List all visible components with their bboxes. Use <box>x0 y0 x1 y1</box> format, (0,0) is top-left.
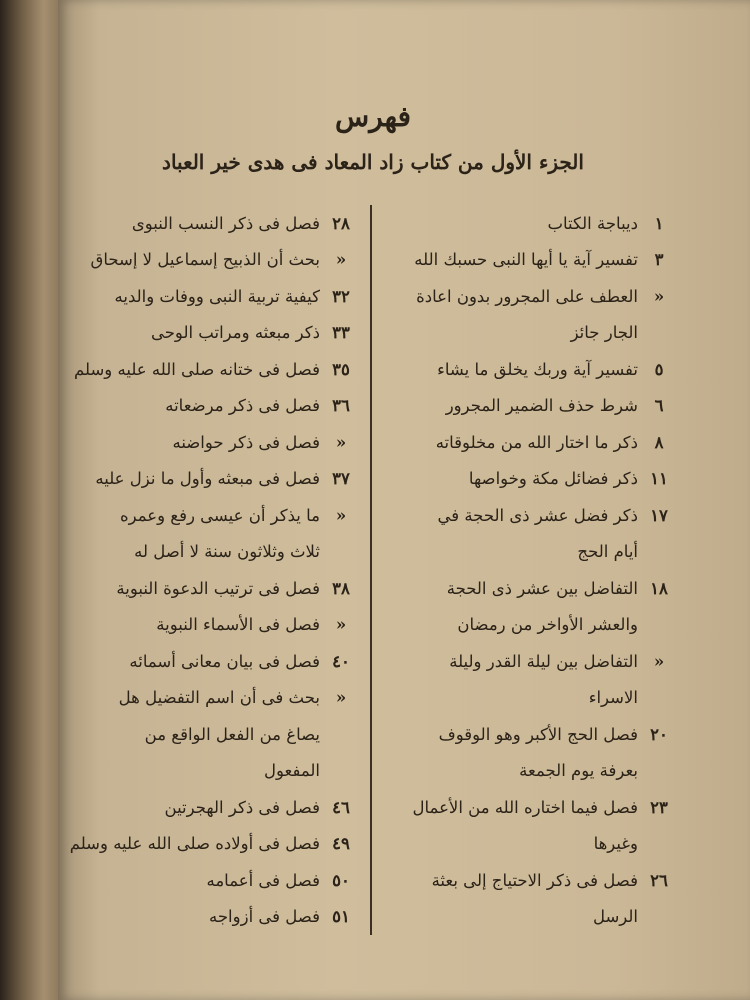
index-entry <box>70 680 358 717</box>
index-entry <box>388 826 676 863</box>
index-entry <box>70 388 358 425</box>
page-number: « <box>335 250 347 270</box>
page-number: ٢٣ <box>650 797 668 817</box>
entry-title: أيام الحج <box>577 542 638 562</box>
index-entry <box>388 461 676 498</box>
page-number: ٤٩ <box>332 834 350 854</box>
entry-title: ذكر مبعثه ومراتب الوحى <box>150 323 320 343</box>
index-entry <box>70 205 358 242</box>
entry-title: ما يذكر أن عيسى رفع وعمره <box>119 505 320 525</box>
book-spine <box>0 0 62 1000</box>
page-number: ٤٠ <box>332 651 350 671</box>
index-entry <box>70 607 358 644</box>
index-entry <box>70 570 358 607</box>
index-entry <box>388 351 676 388</box>
page-number: ٣٧ <box>332 469 350 489</box>
entry-title: المفعول <box>264 761 320 781</box>
page-number: ٣٥ <box>332 359 350 379</box>
entry-title: بعرفة يوم الجمعة <box>519 761 638 781</box>
entry-title: وغيرها <box>593 834 638 854</box>
entry-title: كيفية تربية النبى ووفات والديه <box>114 286 320 306</box>
page-number: « <box>653 651 665 671</box>
entry-title: فصل فى أولاده صلى الله عليه وسلم <box>70 834 320 854</box>
entry-title: بحث فى أن اسم التفضيل هل <box>118 688 320 708</box>
index-entry <box>388 497 676 534</box>
page-number: ٢٠ <box>650 724 668 744</box>
entry-title: فصل فى بيان معانى أسمائه <box>129 651 320 671</box>
index-entry <box>388 242 676 279</box>
index-entry <box>388 278 676 315</box>
entry-title: شرط حذف الضمير المجرور <box>445 396 638 416</box>
index-entry <box>70 534 358 571</box>
column-divider <box>370 205 372 935</box>
page-number: ٢٨ <box>332 213 350 233</box>
entry-title: فصل الحج الأكبر وهو الوقوف <box>438 724 638 744</box>
entry-title: التفاضل بين عشر ذى الحجة <box>446 578 638 598</box>
index-entry <box>388 315 676 352</box>
index-column-left <box>70 205 358 935</box>
index-entry <box>70 351 358 388</box>
page-number: ٥٠ <box>332 870 350 890</box>
entry-title: فصل فيما اختاره الله من الأعمال <box>412 797 638 817</box>
index-entry <box>388 899 676 936</box>
index-entry <box>388 789 676 826</box>
page-number: ٣٣ <box>332 323 350 343</box>
entry-title: فصل فى ختانه صلى الله عليه وسلم <box>74 359 320 379</box>
index-entry <box>70 643 358 680</box>
page-number: ١١ <box>650 469 668 489</box>
index-entry <box>70 716 358 753</box>
index-column-right <box>388 205 676 935</box>
page-number: ٨ <box>654 432 664 452</box>
page-number: « <box>335 615 347 635</box>
index-entry <box>70 789 358 826</box>
index-entry <box>388 607 676 644</box>
entry-title: فصل فى ذكر مرضعاته <box>165 396 320 416</box>
page-number: « <box>335 432 347 452</box>
entry-title: العطف على المجرور بدون اعادة <box>416 286 638 306</box>
page-number: ٦ <box>654 396 664 416</box>
page-number: ١ <box>654 213 664 233</box>
index-entry <box>388 534 676 571</box>
entry-title: تفسير آية يا أيها النبى حسبك الله <box>414 250 638 270</box>
index-entry <box>70 497 358 534</box>
entry-title: فصل فى أزواجه <box>209 907 320 927</box>
entry-title: ذكر فضل عشر ذى الحجة في <box>437 505 638 525</box>
entry-title: ثلاث وثلاثون سنة لا أصل له <box>134 542 320 562</box>
index-entry <box>70 862 358 899</box>
entry-title: فصل فى ذكر حواضنه <box>172 432 320 452</box>
index-entry <box>388 753 676 790</box>
entry-title: يصاغ من الفعل الواقع من <box>144 724 320 744</box>
page-number: ١٧ <box>650 505 668 525</box>
entry-title: فصل فى ترتيب الدعوة النبوية <box>116 578 320 598</box>
page-subtitle: الجزء الأول من كتاب زاد المعاد فى هدى خير العباد <box>162 150 584 174</box>
entry-title: فصل فى أعمامه <box>206 870 320 890</box>
entry-title: الاسراء <box>588 688 638 708</box>
index-entry <box>70 753 358 790</box>
entry-title: تفسير آية وربك يخلق ما يشاء <box>437 359 638 379</box>
index-entry <box>70 424 358 461</box>
page-number: ٢٦ <box>650 870 668 890</box>
index-entry <box>70 826 358 863</box>
page-number: ١٨ <box>650 578 668 598</box>
page-number: « <box>335 505 347 525</box>
index-entry <box>70 315 358 352</box>
entry-title: ديباجة الكتاب <box>547 213 638 233</box>
page-number: ٥١ <box>332 907 350 927</box>
index-entry <box>388 643 676 680</box>
entry-title: ذكر فضائل مكة وخواصها <box>468 469 638 489</box>
page-title: فهرس <box>335 100 411 133</box>
page-number: ٣ <box>654 250 664 270</box>
index-entry <box>388 424 676 461</box>
entry-title: الجار جائز <box>570 323 638 343</box>
page-number: ٥ <box>654 359 664 379</box>
index-entry <box>388 205 676 242</box>
entry-title: فصل فى ذكر الاحتياج إلى بعثة <box>431 870 638 890</box>
entry-title: بحث أن الذبيح إسماعيل لا إسحاق <box>90 250 320 270</box>
page-number: « <box>335 688 347 708</box>
entry-title: فصل فى مبعثه وأول ما نزل عليه <box>95 469 320 489</box>
page-number: ٤٦ <box>332 797 350 817</box>
entry-title: فصل فى ذكر النسب النبوى <box>131 213 320 233</box>
index-entry <box>388 716 676 753</box>
index-page <box>70 0 676 1000</box>
page-number: « <box>653 286 665 306</box>
entry-title: ذكر ما اختار الله من مخلوقاته <box>435 432 638 452</box>
entry-title: فصل فى ذكر الهجرتين <box>164 797 320 817</box>
entry-title: فصل فى الأسماء النبوية <box>156 615 320 635</box>
index-entry <box>388 388 676 425</box>
index-entry <box>70 899 358 936</box>
page-number: ٣٦ <box>332 396 350 416</box>
index-entry <box>388 680 676 717</box>
index-entry <box>70 278 358 315</box>
entry-title: والعشر الأواخر من رمضان <box>457 615 638 635</box>
entry-title: الرسل <box>592 907 638 927</box>
index-entry <box>70 242 358 279</box>
index-entry <box>388 570 676 607</box>
page-number: ٣٢ <box>332 286 350 306</box>
index-entry <box>70 461 358 498</box>
index-entry <box>388 862 676 899</box>
page-number: ٣٨ <box>332 578 350 598</box>
entry-title: التفاضل بين ليلة القدر وليلة <box>449 651 638 671</box>
